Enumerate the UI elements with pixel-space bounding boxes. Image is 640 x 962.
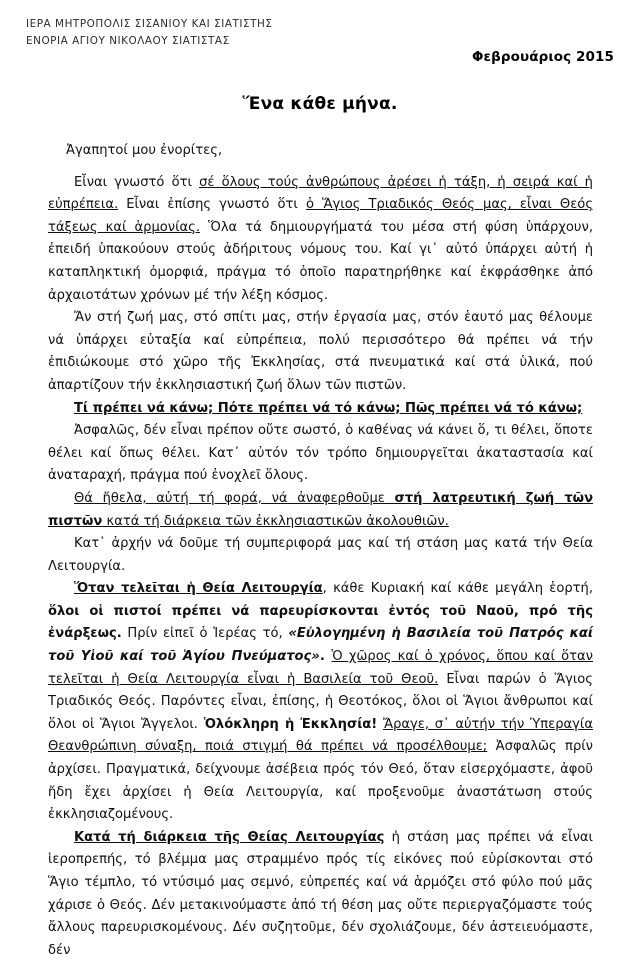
paragraph-3-heading [48, 398, 593, 421]
paragraph-6 [48, 533, 593, 578]
run-plain: Ἄν στή ζωή μας, στό σπίτι μας, στήν ἐργασία μας, στόν ἑαυτό μας θέλουμε νά ὑπάρχει εὐταξία καί εὐπρέπεια, πολύ περισσότερο θά πρέπει νά τήν ἐπιδιώκουμε στό χῶρο τῆς Ἐκκλησίας, στά πνευματικά καί στά ὑλικά, πού ἀπαρτίζουν τήν ἐκκλησιαστική ζωή ὅλων τῶν πιστῶν. [48, 310, 593, 393]
run-bold: . [319, 649, 332, 665]
run-bold-underline: Τί πρέπει νά κάνω; Πότε πρέπει νά τό κάνω; Πῶς πρέπει νά τό κάνω; [74, 400, 583, 416]
run-underline: Ὁ χῶρος καί ὁ χρόνος, ὅπου καί ὅταν τελεῖται ἡ Θεία Λειτουργία εἶναι ἡ Βασιλεία τοῦ Θεοῦ. [48, 649, 593, 687]
run-bold-underline: στή λατρευτική ζωή τῶν πιστῶν [48, 490, 593, 529]
paragraph-4 [48, 420, 593, 488]
paragraph-2 [48, 307, 593, 397]
run-bold: Ὁλόκληρη ἡ Ἐκκλησία! [203, 716, 378, 732]
run-underline: σέ ὅλους τούς ἀνθρώπους ἀρέσει ἡ τάξη, ἡ σειρά καί ἡ εὐπρέπεια. [48, 174, 593, 213]
run-plain: Εἶναι ἐπίσης γνωστό ὅτι [118, 197, 306, 213]
run-bold-underline: Κατά τή διάρκεια τῆς Θείας Λειτουργίας [74, 829, 385, 845]
document-body [48, 140, 593, 962]
run-underline: Θά ἤθελα, αὐτή τή φορά, νά ἀναφερθοῦμε [74, 490, 395, 506]
run-underline: ὁ Ἅγιος Τριαδικός Θεός μας, εἶναι Θεός τάξεως καί ἁρμονίας. [48, 197, 593, 235]
run-plain: ἡ στάση μας πρέπει νά εἶναι ἱεροπρεπής, τό βλέμμα μας στραμμένο πρός τίς εἰκόνες πού εὑρίσκονται στό Ἅγιο τέμπλο, τό ντύσιμό μας σεμνό, εὐπρεπές καί νά ἁρμόζει στό φύλο πού μᾶς χάρισε ὁ Θεός. Δέν μετακινούμαστε ἀπό τή θέση μας οὔτε περιεργαζόμαστε τούς ἄλλους παρευρισκομένους. Δέν συζητοῦμε, δέν σχολιάζουμε, δέν ἀστειευόμαστε, δέν [48, 829, 593, 958]
run-plain: Ὅλα τά δημιουργήματά του μέσα στή φύση ὑπάρχουν, ἐπειδή ὑπακούουν στούς ἀδήριτους νόμους του. Καί γι᾽ αὐτό ὑπάρχει αὐτή ἡ καταπληκτική ὀμορφιά, πράγμα τό ὁποῖο παρατηρήθηκε καί ἐκφράσθηκε ἀπό ἀρχαιοτάτων χρόνων μέ τήν λέξη κόσμος. [48, 219, 593, 303]
paragraph-5 [48, 488, 593, 533]
run-plain: Κατ᾽ ἀρχήν νά δοῦμε τή συμπεριφορά μας καί τή στάση μας κατά τήν Θεία Λειτουργία. [48, 536, 593, 574]
paragraph-8 [48, 827, 593, 962]
paragraph-1 [48, 172, 593, 308]
run-bold-underline: Ὅταν τελεῖται ἡ Θεία Λειτουργία [74, 581, 323, 597]
run-bold-italic: «Εὐλογημένη ἡ Βασιλεία τοῦ Πατρός καί τοῦ Υἱοῦ καί τοῦ Ἁγίου Πνεύματος» [48, 626, 593, 665]
letterhead-line-diocese: ΙΕΡΑ ΜΗΤΡΟΠΟΛΙΣ ΣΙΣΑΝΙΟΥ ΚΑΙ ΣΙΑΤΙΣΤΗΣ [26, 18, 273, 30]
paragraph-7 [48, 578, 593, 827]
letterhead [26, 16, 456, 50]
letterhead-line-parish: ΕΝΟΡΙΑ ΑΓΙΟΥ ΝΙΚΟΛΑΟΥ ΣΙΑΤΙΣΤΑΣ [26, 35, 230, 47]
page-title: Ἕνα κάθε μήνα. [242, 94, 398, 114]
run-underline: Ἄραγε, σ᾽ αὐτήν τήν Ὑπεραγία Θεανθρώπινη σύναξη, ποιά στιγμή θά πρέπει νά προσέλθουμε; [48, 716, 593, 755]
issue-date: Φεβρουάριος 2015 [471, 49, 614, 65]
run-plain: Εἶναι παρών ὁ Ἅγιος Τριαδικός Θεός. Παρόντες εἶναι, ἐπίσης, ἡ Θεοτόκος, ὅλοι οἱ Ἅγιοι ἄνθρωποι καί ὅλοι οἱ Ἅγιοι Ἄγγελοι. [48, 671, 593, 732]
run-plain: , κάθε Κυριακή καί κάθε μεγάλη ἑορτή, [322, 581, 593, 597]
run-bold: ὅλοι οἱ πιστοί πρέπει νά παρευρίσκονται ἐντός τοῦ Ναοῦ, πρό τῆς ἐνάρξεως. [48, 603, 593, 642]
run-underline: κατά τή διάρκεια τῶν ἐκκλησιαστικῶν ἀκολουθιῶν. [102, 513, 449, 529]
run-plain: Εἶναι γνωστό ὅτι [74, 174, 200, 190]
run-plain: Ἀσφαλῶς πρίν ἀρχίσει. Πραγματικά, δείχνουμε ἀσέβεια πρός τόν Θεό, ὅταν εἰσερχόμαστε, ἀφοῦ ἤδη ἔχει ἀρχίσει ἡ Θεία Λειτουργία, καί προξενοῦμε ἀναστάτωση στούς ἐκκλησιαζομένους. [48, 739, 593, 823]
run-plain: Ἀσφαλῶς, δέν εἶναι πρέπον οὔτε σωστό, ὁ καθένας νά κάνει ὅ, τι θέλει, ὅποτε θέλει καί ὅπως θέλει. Κατ᾽ αὐτόν τόν τρόπο δημιουργεῖται ἀκαταστασία καί ἀναταραχή, πράγμα πού ἐνοχλεῖ ὅλους. [48, 423, 593, 484]
salutation: Ἀγαπητοί μου ἐνορίτες, [66, 143, 223, 158]
run-plain: Πρίν εἰπεῖ ὁ Ἱερέας τό, [121, 626, 289, 642]
